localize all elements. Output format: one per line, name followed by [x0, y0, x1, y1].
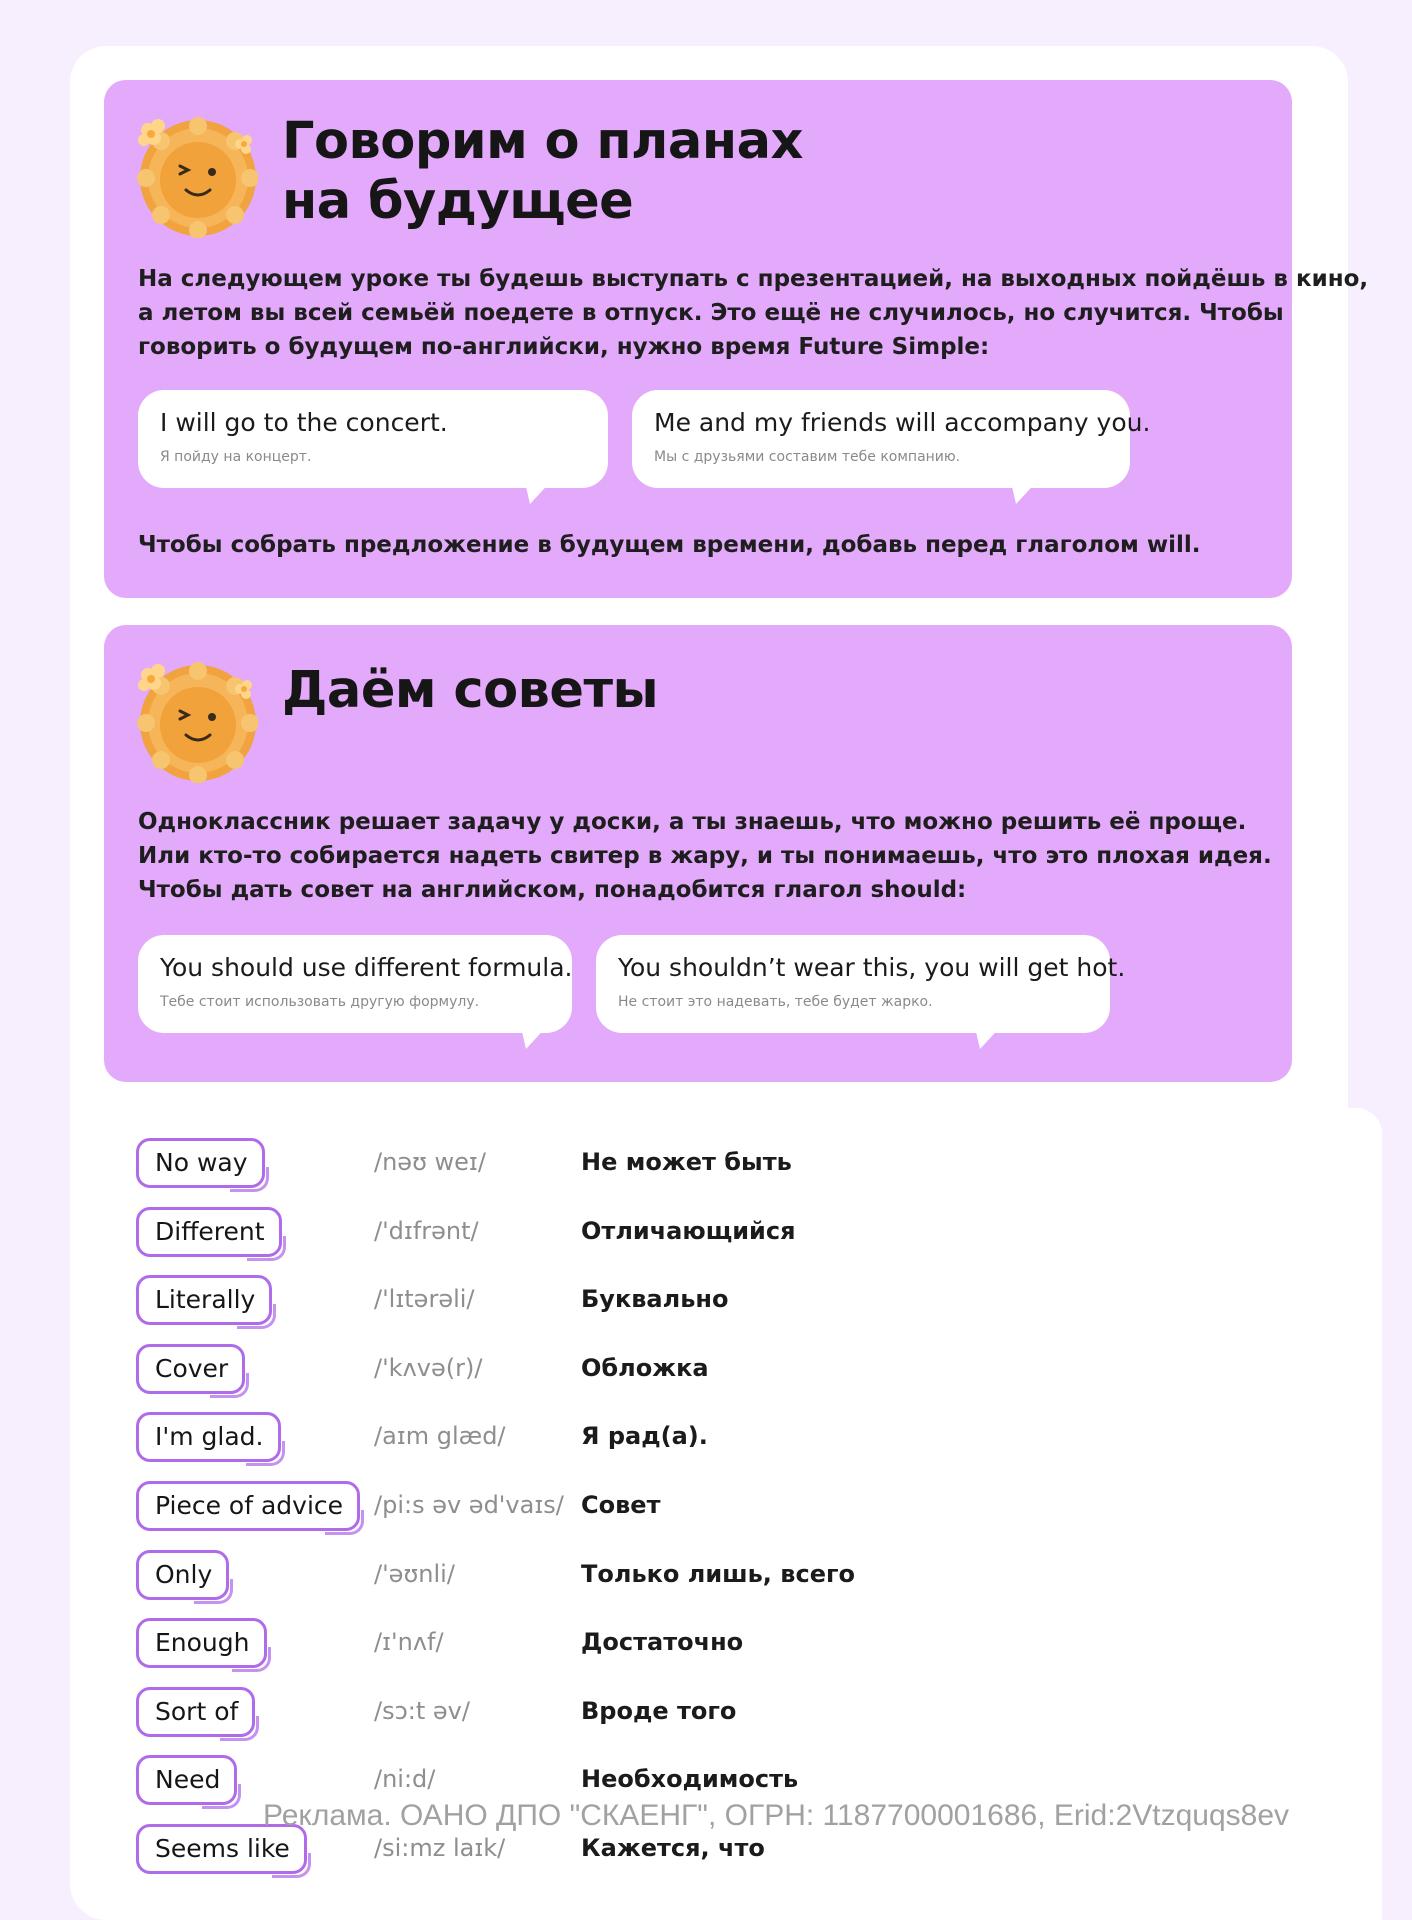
- vocabulary-row: [136, 1550, 1036, 1619]
- advice-intro-text: [138, 805, 1272, 907]
- vocabulary-translation: Буквально: [581, 1285, 729, 1314]
- future-tip-text: [138, 528, 1268, 562]
- bubble-tail-icon: [974, 1023, 1004, 1049]
- advice-card: [104, 625, 1292, 1082]
- advice-title: Даём советы: [282, 661, 659, 720]
- vocabulary-translation: Обложка: [581, 1353, 709, 1382]
- example-english: I will go to the concert.: [160, 408, 448, 437]
- vocabulary-transcription: /ni:d/: [374, 1765, 436, 1794]
- vocabulary-translation: Достаточно: [581, 1628, 744, 1657]
- vocabulary-transcription: /sɔ:t əv/: [374, 1696, 470, 1725]
- vocabulary-transcription: /aɪm glæd/: [374, 1422, 506, 1451]
- bubble-tail-icon: [1010, 478, 1040, 504]
- example-russian: Тебе стоит использовать другую формулу.: [160, 994, 480, 1010]
- vocabulary-row: [136, 1412, 1036, 1481]
- future-intro-line-1: На следующем уроке ты будешь выступать с презентацией, на выходных пойдёшь в кино,: [138, 266, 1369, 292]
- vocabulary-transcription: /pi:s əv əd'vaɪs/: [374, 1490, 564, 1519]
- example-russian: Мы с друзьями составим тебе компанию.: [654, 449, 961, 465]
- example-bubble: [632, 390, 1151, 488]
- vocabulary-translation: Только лишь, всего: [581, 1559, 855, 1588]
- future-tip-line: Чтобы собрать предложение в будущем времени, добавь перед глаголом will.: [138, 532, 1201, 558]
- future-plans-title: [282, 112, 803, 232]
- vocabulary-word: Enough: [136, 1618, 267, 1668]
- vocabulary-row: [136, 1687, 1036, 1756]
- ad-notice: Реклама. ОАНО ДПО "СКАЕНГ", ОГРН: 1187700001686, Erid:2Vtzquqs8ev: [263, 1799, 1290, 1832]
- vocabulary-word: Seems like: [136, 1824, 307, 1874]
- vocabulary-row: [136, 1618, 1036, 1687]
- vocabulary-transcription: /'lɪtərəli/: [374, 1285, 475, 1314]
- advice-intro-line-3: Чтобы дать совет на английском, понадобится глагол should:: [138, 877, 967, 903]
- vocabulary-row: [136, 1207, 1036, 1276]
- future-intro-line-2: а летом вы всей семьёй поедете в отпуск. Это ещё не случилось, но случится. Чтобы: [138, 300, 1284, 326]
- vocabulary-translation: Отличающийся: [581, 1216, 796, 1245]
- vocabulary-transcription: /'əʊnli/: [374, 1559, 455, 1588]
- vocabulary-transcription: /nəʊ weɪ/: [374, 1148, 486, 1176]
- vocabulary-translation: Необходимость: [581, 1765, 799, 1794]
- future-intro-text: [138, 262, 1369, 364]
- vocabulary-word: Literally: [136, 1275, 272, 1325]
- example-english: You shouldn’t wear this, you will get hot.: [618, 953, 1126, 982]
- example-bubble: [138, 935, 572, 1033]
- future-title-line-1: Говорим о планах: [282, 112, 803, 171]
- vocabulary-word: Only: [136, 1550, 229, 1600]
- vocabulary-word: Cover: [136, 1344, 245, 1394]
- example-bubble: [596, 935, 1126, 1033]
- vocabulary-word: No way: [136, 1138, 265, 1188]
- vocabulary-translation: Вроде того: [581, 1696, 737, 1725]
- future-title-line-2: на будущее: [282, 172, 634, 231]
- vocabulary-row: [136, 1344, 1036, 1413]
- vocabulary-translation: Не может быть: [581, 1148, 792, 1176]
- example-bubble: [138, 390, 608, 488]
- winking-flower-mascot-icon: [134, 659, 258, 783]
- vocabulary-word: I'm glad.: [136, 1412, 281, 1462]
- example-russian: Я пойду на концерт.: [160, 449, 312, 465]
- vocabulary-transcription: /'dɪfrənt/: [374, 1216, 479, 1245]
- vocabulary-word: Different: [136, 1207, 282, 1257]
- bubble-tail-icon: [524, 478, 554, 504]
- future-plans-card: [104, 80, 1369, 598]
- advice-intro-line-2: Или кто-то собирается надеть свитер в жару, и ты понимаешь, что это плохая идея.: [138, 843, 1272, 869]
- vocabulary-transcription: /si:mz laɪk/: [374, 1833, 506, 1862]
- vocabulary-word: Need: [136, 1755, 237, 1805]
- bubble-tail-icon: [520, 1023, 550, 1049]
- vocabulary-word: Piece of advice: [136, 1481, 360, 1531]
- vocabulary-translation: Совет: [581, 1490, 661, 1519]
- advice-intro-line-1: Одноклассник решает задачу у доски, а ты знаешь, что можно решить её проще.: [138, 809, 1247, 835]
- example-russian: Не стоит это надевать, тебе будет жарко.: [618, 994, 933, 1010]
- example-english: You should use different formula.: [160, 953, 573, 982]
- vocabulary-row: [136, 1275, 1036, 1344]
- page-sheet-extension: [1290, 1108, 1382, 1920]
- vocabulary-transcription: /'kʌvə(r)/: [374, 1353, 483, 1382]
- vocabulary-transcription: /ɪ'nʌf/: [374, 1628, 444, 1657]
- vocabulary-list: [136, 1138, 1036, 1893]
- example-english: Me and my friends will accompany you.: [654, 408, 1151, 437]
- vocabulary-word: Sort of: [136, 1687, 255, 1737]
- winking-flower-mascot-icon: [134, 114, 258, 238]
- vocabulary-translation: Кажется, что: [581, 1833, 765, 1862]
- future-intro-line-3: говорить о будущем по-английски, нужно время Future Simple:: [138, 334, 990, 360]
- vocabulary-translation: Я рад(а).: [581, 1422, 708, 1451]
- vocabulary-row: [136, 1138, 1036, 1207]
- vocabulary-row: [136, 1481, 1036, 1550]
